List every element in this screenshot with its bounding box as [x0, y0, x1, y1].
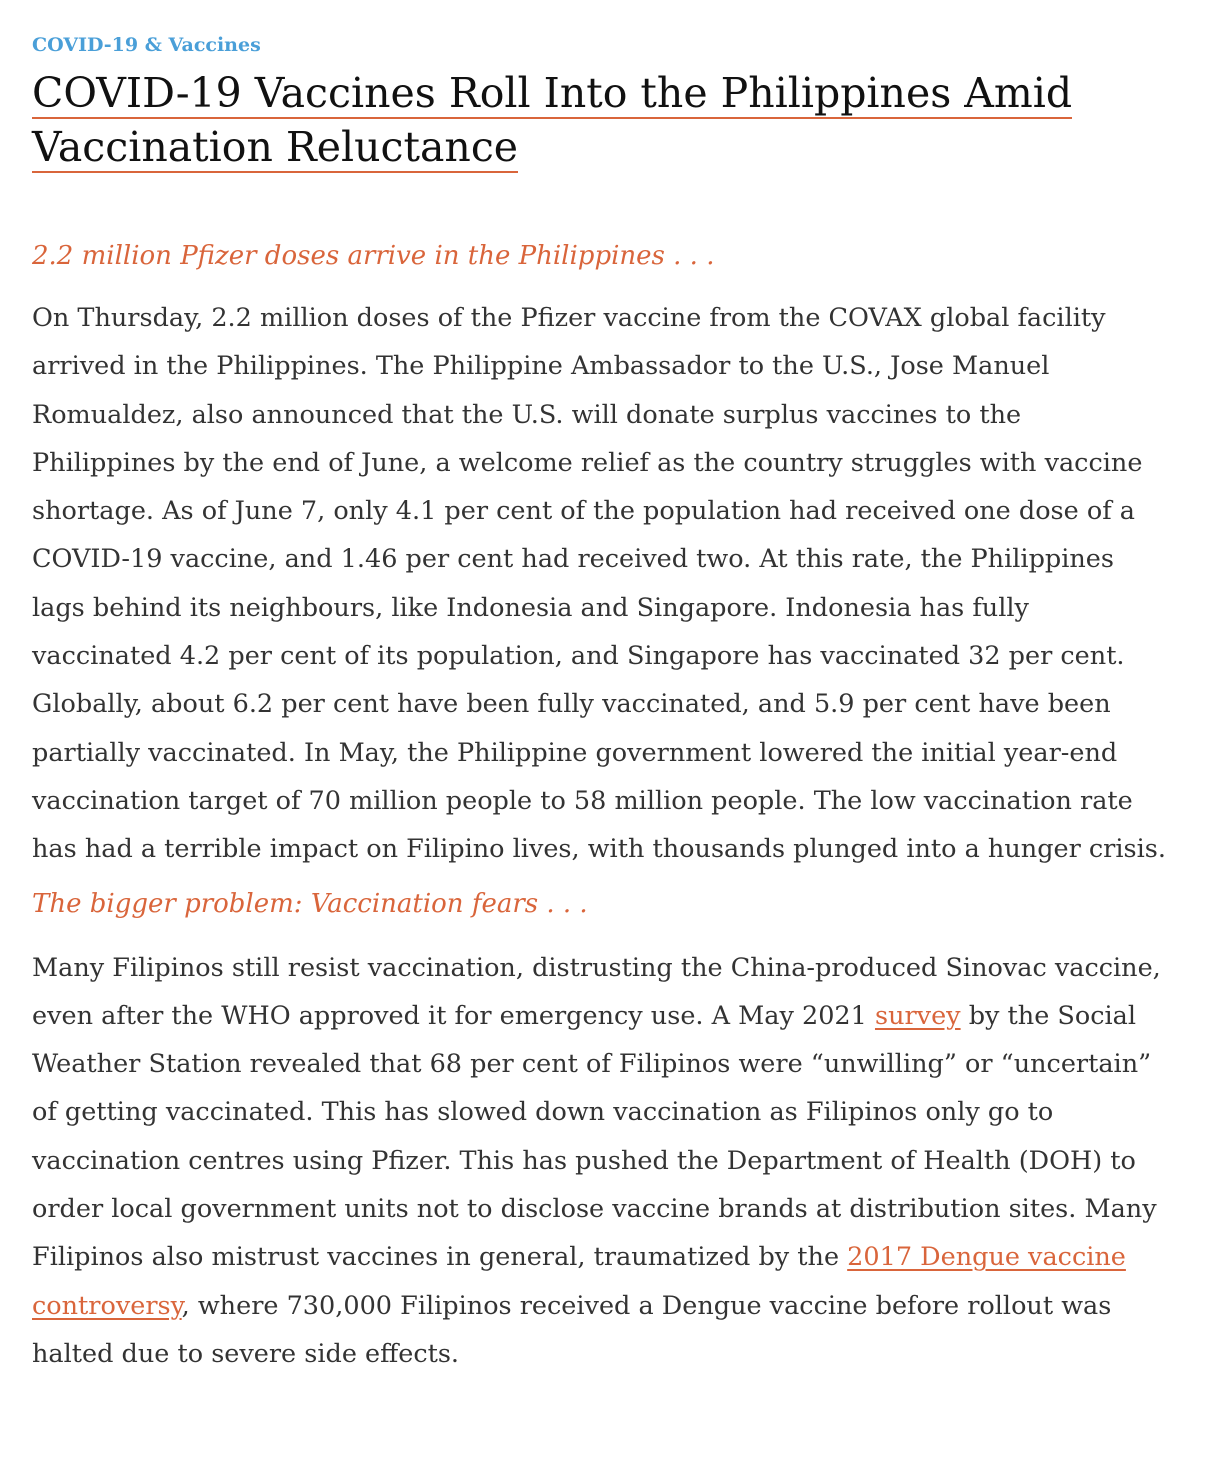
section-body-doses: On Thursday, 2.2 million doses of the Pfizer vaccine from the COVAX global facility arrived in the Philippines. The Philippine Ambassador to the U.S., Jose Manuel Romualdez, also announced that the U.S. will donate surplus vaccines to the Philippines by the end of June, a welcome relief as the country struggles with vaccine shortage. As of June 7, only 4.1 per cent of the population had received one dose of a COVID-19 vaccine, and 1.46 per cent had received two. At this rate, the Philippines lags behind its neighbours, like Indonesia and Singapore. Indonesia has fully vaccinated 4.2 per cent of its population, and Singapore has vaccinated 32 per cent. Globally, about 6.2 per cent have been fully vaccinated, and 5.9 per cent have been partially vaccinated. In May, the Philippine government lowered the initial year-end vaccination target of 70 million people to 58 million people. The low vaccination rate has had a terrible impact on Filipino lives, with thousands plunged into a hunger crisis. [32, 303, 1166, 865]
survey-link[interactable]: survey [874, 1000, 961, 1031]
dengue-controversy-link[interactable]: 2017 Dengue vaccine controversy [32, 1242, 1126, 1321]
body-text-segment: , where 730,000 Filipinos received a Dengue vaccine before rollout was halted due to severe side effects. [32, 1290, 1112, 1369]
article [32, 30, 1172, 1378]
section-heading-doses: 2.2 million Pfizer doses arrive in the Philippines . . . [32, 241, 715, 271]
category-link[interactable]: COVID-19 & Vaccines [32, 34, 261, 56]
section-heading-fears: The bigger problem: Vaccination fears . . . [32, 888, 588, 919]
section-body-fears [32, 944, 1172, 1379]
body-text-segment: by the Social Weather Station revealed that 68 per cent of Filipinos were “unwilling” or “uncertain” of getting vaccinated. This has slowed down vaccination as Filipinos only go to vaccination centres using Pfizer. This has pushed the Department of Health (DOH) to order local government units not to disclose vaccine brands at distribution sites. Many Filipinos also mistrust vaccines in general, traumatized by the [32, 1000, 1157, 1273]
article-title [32, 66, 1172, 174]
body-text-segment: Many Filipinos still resist vaccination, distrusting the China-produced Sinovac vaccine, even after the WHO approved it for emergency use. A May 2021 [32, 952, 1161, 1031]
article-title-link[interactable]: COVID-19 Vaccines Roll Into the Philippines Amid Vaccination Reluctance [32, 69, 1073, 171]
